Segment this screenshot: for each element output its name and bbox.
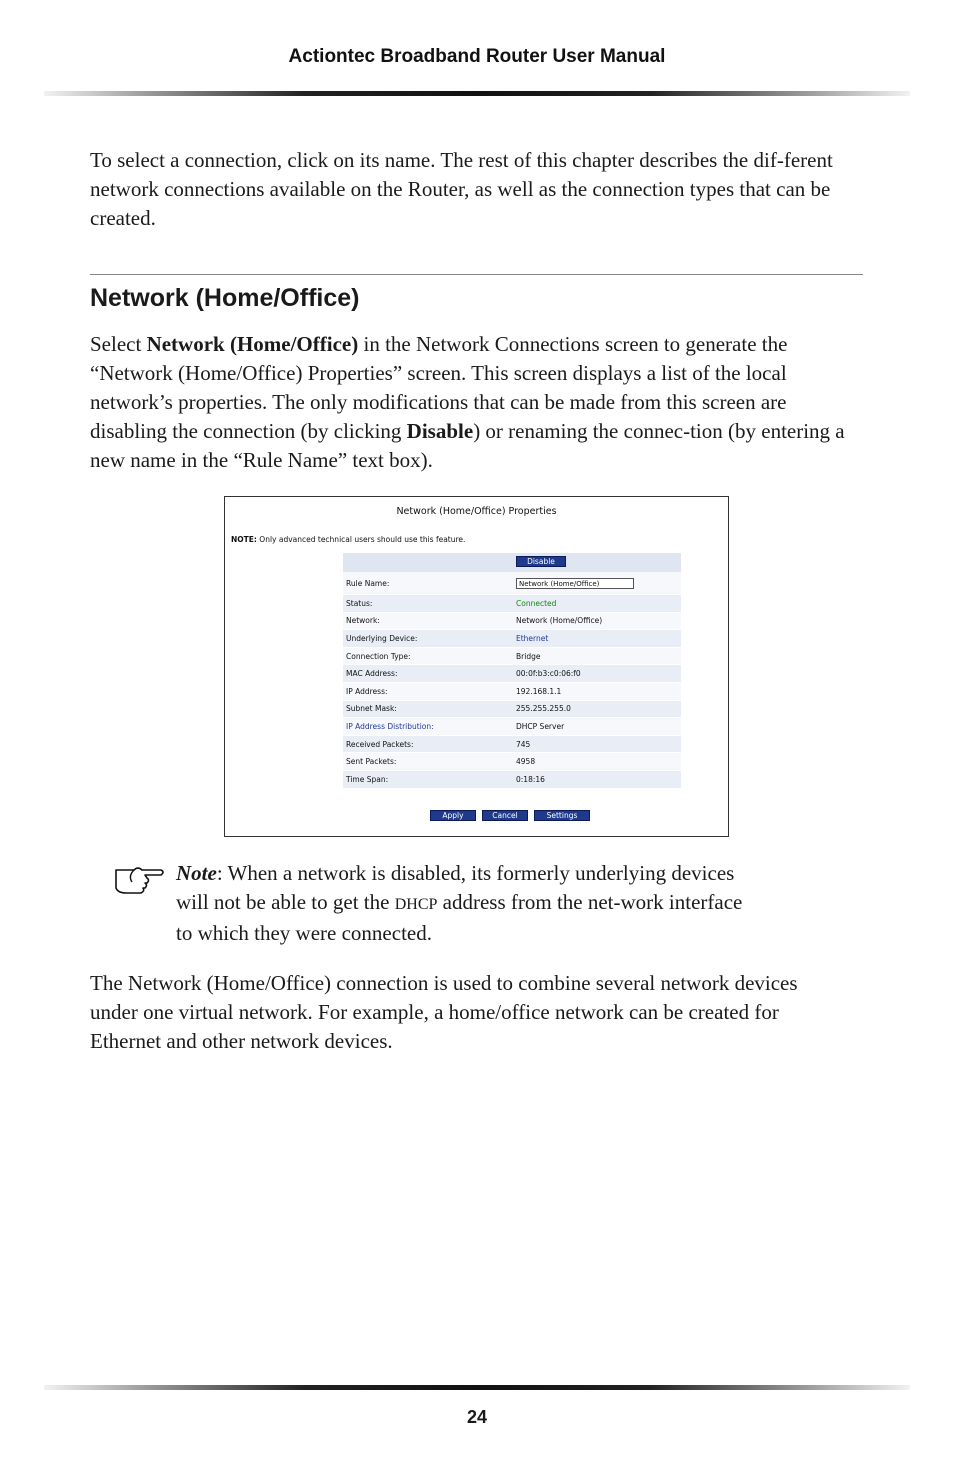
property-label: Received Packets: [346,739,414,749]
screenshot-title: Network (Home/Office) Properties [396,506,557,517]
text-run: address from the net-work interface to which they were connected. [176,890,743,945]
property-value: Connected [516,598,557,608]
property-value: Bridge [516,651,541,661]
running-header: Actiontec Broadband Router User Manual [288,46,666,67]
property-label: Status: [346,598,373,608]
property-row-ip-distribution [343,718,681,736]
property-label: IP Address: [346,686,388,696]
property-row-status [343,595,681,613]
property-value: 192.168.1.1 [516,686,562,696]
text-run: Select [90,332,147,356]
property-label: MAC Address: [346,669,398,679]
properties-toolbar [343,553,681,572]
properties-screenshot [224,496,729,837]
text-run: in the Network Connections screen to generate the “Network (Home/Office) Properties” screen. This screen displays a list of the local network’s properties. The only modifications that can be made from this screen are disabling the connection (by clicking [90,332,788,443]
property-value: 745 [516,739,531,749]
note-label: NOTE: [231,535,257,544]
property-label: Connection Type: [346,651,411,661]
pointing-hand-icon [114,862,166,898]
property-row-received-packets [343,736,681,754]
bold-term-network: Network (Home/Office) [146,332,359,356]
settings-button[interactable]: Settings [534,810,590,821]
apply-button[interactable]: Apply [430,810,476,821]
rule-name-label: Rule Name: [346,578,390,588]
property-label: Time Span: [346,774,389,784]
note-text: Only advanced technical users should use this feature. [256,535,466,544]
property-row-time-span [343,771,681,789]
rule-name-row [343,572,681,595]
section-paragraph [90,330,865,475]
footer-rule [44,1385,910,1390]
rule-name-cell [516,578,681,589]
text-run: : When a network is disabled, its formerly underlying devices will not be able to get the [176,861,735,914]
properties-table [343,553,681,789]
note-paragraph [176,859,756,948]
section-heading: Network (Home/Office) [90,284,360,312]
dhcp-term: DHCP [394,896,438,913]
property-row-sent-packets [343,753,681,771]
bold-term-disable: Disable [406,419,474,443]
note-heading: Note [176,861,217,885]
property-row-mac-address [343,665,681,683]
disable-button[interactable]: Disable [516,556,566,567]
header-rule [44,91,910,96]
property-row-network [343,613,681,631]
screenshot-note [231,535,465,544]
property-value: 4958 [516,757,536,767]
rule-name-input[interactable]: Network (Home/Office) [516,578,634,589]
property-label: Subnet Mask: [346,704,397,714]
closing-paragraph: The Network (Home/Office) connection is used to combine several network devices under one virtual network. For example, a home/office network can be created for Ethernet and other network devices. [90,971,798,1053]
section-divider [90,274,863,275]
property-value: 0:18:16 [516,774,545,784]
property-value: Network (Home/Office) [516,616,603,626]
property-value: 255.255.255.0 [516,704,571,714]
action-buttons [430,810,590,821]
underlying-device-link[interactable]: Ethernet [516,633,549,643]
property-rows [343,595,681,789]
property-row-underlying-device [343,630,681,648]
text-run: ) or renaming the connec-tion (by entering a new name in the “Rule Name” text box). [90,419,845,472]
property-row-subnet-mask [343,701,681,719]
property-value: 00:0f:b3:c0:06:f0 [516,669,581,679]
property-row-ip-address [343,683,681,701]
property-row-connection-type [343,648,681,666]
property-value: DHCP Server [516,721,565,731]
property-label: Underlying Device: [346,633,418,643]
ip-distribution-link[interactable]: IP Address Distribution: [346,721,434,731]
intro-paragraph: To select a connection, click on its name. The rest of this chapter describes the dif-ferent network connections available on the Router, as well as the connection types that can be created. [90,148,833,230]
page-number: 24 [466,1407,488,1427]
property-label: Sent Packets: [346,757,397,767]
property-label: Network: [346,616,380,626]
cancel-button[interactable]: Cancel [482,810,528,821]
